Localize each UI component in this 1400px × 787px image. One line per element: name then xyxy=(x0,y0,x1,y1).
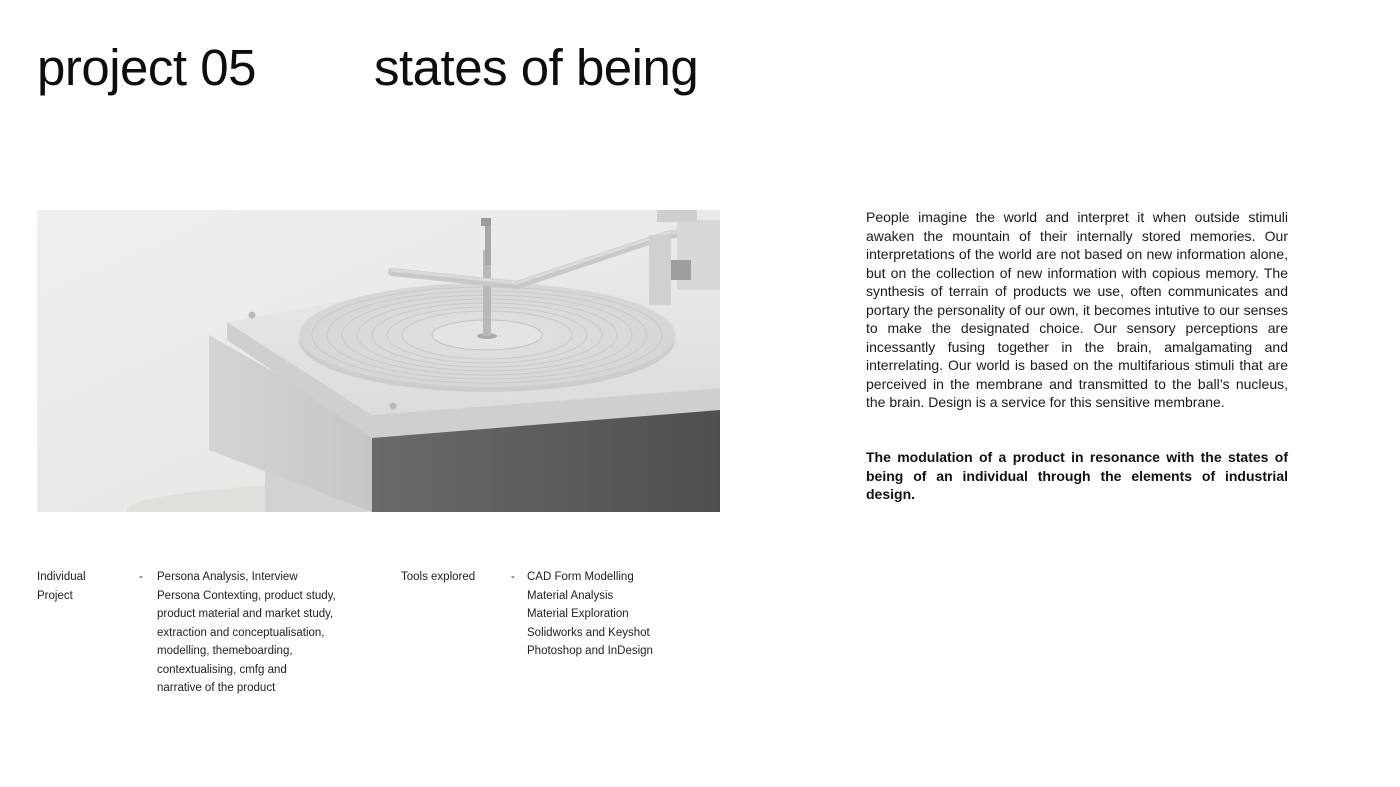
tool-item: Material Analysis xyxy=(527,589,614,602)
project-type-line-1: Individual xyxy=(37,571,86,583)
scope-item: Persona Contexting, product study, xyxy=(157,589,336,602)
scope-dash: - xyxy=(139,571,143,583)
project-statement: The modulation of a product in resonance with the states of being of an individual through the elements of industrial design. xyxy=(866,449,1288,502)
scope-list xyxy=(157,568,336,698)
scope-item: contextualising, cmfg and xyxy=(157,663,287,676)
scope-item: narrative of the product xyxy=(157,682,276,694)
tool-item: CAD Form Modelling xyxy=(527,571,634,583)
tools-dash: - xyxy=(511,571,515,583)
scope-item: modelling, themeboarding, xyxy=(157,645,293,657)
turntable-illustration xyxy=(37,210,720,512)
tools-list xyxy=(527,568,653,661)
project-type-label xyxy=(37,568,117,605)
tool-item: Material Exploration xyxy=(527,608,629,620)
project-title-heading: states of being xyxy=(374,39,699,96)
scope-item: extraction and conceptualisation, xyxy=(157,626,325,639)
scope-item: product material and market study, xyxy=(157,608,334,620)
project-description: People imagine the world and interpret it when outside stimuli awaken the mountain of their internally stored memories. Our interpretations of the world are not based on new information alone, but on the collection of new information with copious memory. The synthesis of terrain of products we use, often communicates and portary the personality of our own, it becomes intutive to our senses to make the designated choice. Our sensory perceptions are incessantly fusing together in the brain, amalgamating and interrelating. Our world is based on the multifarious stimuli that are perceived in the membrane and transmitted to the ball’s nucleus, the brain. Design is a service for this sensitive membrane. xyxy=(866,209,1288,410)
turntable-render-image xyxy=(37,210,720,512)
tools-label-text: Tools explored xyxy=(401,571,476,583)
tool-item: Solidworks and Keyshot xyxy=(527,626,650,639)
tools-label xyxy=(401,568,475,587)
scope-item: Persona Analysis, Interview xyxy=(157,571,298,583)
project-number-heading: project 05 xyxy=(37,39,256,96)
tool-item: Photoshop and InDesign xyxy=(527,645,653,657)
project-type-line-2: Project xyxy=(37,589,73,602)
